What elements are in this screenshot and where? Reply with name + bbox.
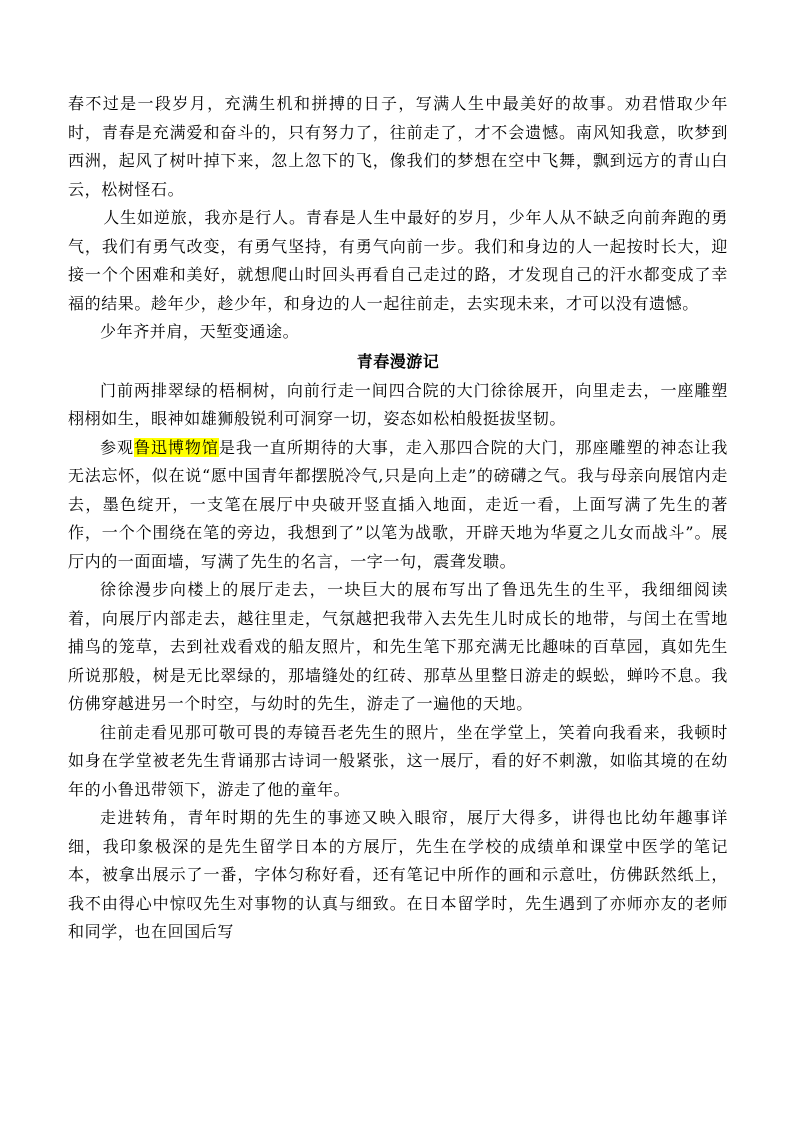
museum-visit-lead: 参观 xyxy=(100,437,134,457)
paragraph-youth-period: 走进转角，青年时期的先生的事迹又映入眼帘，展厅大得多，讲得也比幼年趣事详细，我印象极深的是先生留学日本的方展厅，先生在学校的成绩单和课堂中医学的笔记本，被拿出展示了一番，字体匀称好看，还有笔记中所作的画和示意吐，仿佛跃然纸上，我不由得心中惊叹先生对事物的认真与细致。在日本留学时，先生遇到了亦师亦友的老师和同学，也在回国后写 xyxy=(68,808,728,941)
document-page xyxy=(68,90,728,947)
museum-visit-body: 是我一直所期待的大事，走入那四合院的大门，那座雕塑的神态让我无法忘怀，似在说“愿中国青年都摆脱冷气,只是向上走”的磅礴之气。我与母亲向展馆内走去，墨色绽开，一支笔在展厅中央破开竖直插入地面，走近一看，上面写满了先生的著作，一个个围绕在笔的旁边，我想到了”以笔为战歌，开辟天地为华夏之儿女而战斗”。展厅内的一面面墙，写满了先生的名言，一字一句，震聋发聩。 xyxy=(68,437,728,571)
paragraph-museum-visit xyxy=(68,434,728,577)
paragraph-shoulder-to-shoulder: 少年齐并肩，天堑变通途。 xyxy=(100,322,300,341)
paragraph-upstairs-hall: 徐徐漫步向楼上的展厅走去，一块巨大的展布写出了鲁迅先生的生平，我细细阅读着，向展厅内部走去，越往里走，气氛越把我带入去先生儿时成长的地带，与闰土在雪地捕鸟的笼草，去到社戏看戏的船友照片，和先生笔下那充满无比趣味的百草园，真如先生所说那般，树是无比翠绿的，那墙缝处的红砖、那草丛里整日游走的蜈蚣，蝉吟不息。我仿佛穿越进另一个时空，与幼时的先生，游走了一遍他的天地。 xyxy=(68,580,728,713)
paragraph-youth-intro: 春不过是一段岁月，充满生机和拼搏的日子，写满人生中最美好的故事。劝君惜取少年时，青春是充满爱和奋斗的，只有努力了，往前走了，才不会遗憾。南风知我意，吹梦到西洲，起风了树叶掉下来，忽上忽下的飞，像我们的梦想在空中飞舞，飘到远方的青山白云，松树怪石。 xyxy=(68,94,728,199)
paragraph-life-journey: 人生如逆旅，我亦是行人。青春是人生中最好的岁月，少年人从不缺乏向前奔跑的勇气，我们有勇气改变，有勇气坚持，有勇气向前一步。我们和身边的人一起按时长大，迎接一个个困难和美好，就想爬山时回头再看自己走过的路，才发现自己的汗水都变成了幸福的结果。趁年少，趁少年，和身边的人一起往前走，去实现未来，才可以没有遗憾。 xyxy=(68,208,728,313)
highlighted-museum-name: 鲁迅博物馆 xyxy=(133,437,219,457)
essay-title: 青春漫游记 xyxy=(356,351,440,371)
paragraph-teacher-photo: 往前走看见那可敬可畏的寿镜吾老先生的照片，坐在学堂上，笑着向我看来，我顿时如身在学堂被老先生背诵那古诗词一般紧张，这一展厅，看的好不刺激，如临其境的在幼年的小鲁迅带领下，游走了他的童年。 xyxy=(68,722,728,799)
paragraph-courtyard: 门前两排翠绿的梧桐树，向前行走一间四合院的大门徐徐展开，向里走去，一座雕塑栩栩如生，眼神如雄狮般锐利可洞穿一切，姿态如松柏般挺拔坚韧。 xyxy=(68,380,728,428)
